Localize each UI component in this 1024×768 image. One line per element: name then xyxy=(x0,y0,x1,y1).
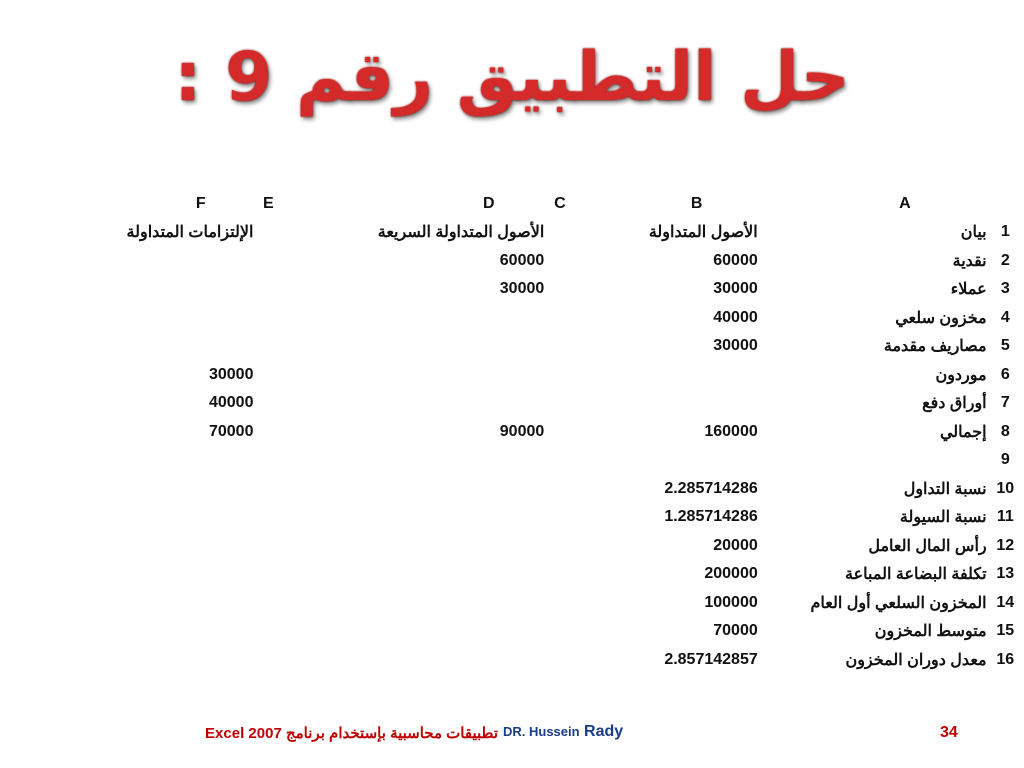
table-row xyxy=(78,617,1024,646)
cell-a: بيان xyxy=(960,224,987,242)
cell-a: المخزون السلعي أول العام xyxy=(810,594,987,612)
row-number: 11 xyxy=(996,508,1014,526)
column-header-e: E xyxy=(262,195,274,212)
cell-d xyxy=(283,332,544,361)
row-number: 10 xyxy=(996,479,1015,497)
cell-c xyxy=(544,304,575,333)
table-row xyxy=(78,560,1024,589)
cell-a: معدل دوران المخزون xyxy=(845,651,987,669)
cell-b: 60000 xyxy=(713,251,758,269)
cell-b: 70000 xyxy=(713,622,758,640)
cell-d xyxy=(283,617,544,646)
page-number: 34 xyxy=(940,724,958,741)
row-number: 7 xyxy=(1000,394,1010,412)
cell-c xyxy=(544,418,575,447)
cell-d: 30000 xyxy=(499,280,545,298)
cell-b xyxy=(575,389,757,418)
cell-c xyxy=(544,247,575,276)
column-header-f: F xyxy=(195,195,206,212)
cell-b: 1.285714286 xyxy=(664,508,758,526)
cell-a: نسبة السيولة xyxy=(899,509,987,527)
cell-f xyxy=(78,475,253,504)
cell-b: الأصول المتداولة xyxy=(648,224,758,242)
row-number: 6 xyxy=(1000,365,1010,383)
row-number: 1 xyxy=(1000,223,1010,241)
table-row xyxy=(78,475,1024,504)
cell-a: موردون xyxy=(935,366,987,384)
cell-c xyxy=(544,218,575,247)
cell-f xyxy=(78,560,253,589)
table-row xyxy=(78,304,1024,333)
cell-e xyxy=(253,532,283,561)
cell-a: عملاء xyxy=(950,281,987,299)
cell-a: إجمالي xyxy=(939,423,987,441)
cell-e xyxy=(253,646,283,675)
cell-e xyxy=(253,389,283,418)
cell-f xyxy=(78,589,253,618)
column-header-c: C xyxy=(554,195,566,212)
cell-a: رأس المال العامل xyxy=(868,537,987,555)
cell-e xyxy=(253,275,283,304)
row-number: 4 xyxy=(1000,308,1010,326)
cell-d xyxy=(283,503,544,532)
table-row xyxy=(78,418,1024,447)
cell-e xyxy=(253,560,283,589)
cell-e xyxy=(253,418,283,447)
cell-f xyxy=(78,446,253,475)
row-number: 8 xyxy=(1000,422,1010,440)
cell-c xyxy=(544,332,575,361)
cell-f xyxy=(78,646,253,675)
cell-b xyxy=(575,446,757,475)
cell-b xyxy=(575,361,757,390)
table-row xyxy=(78,389,1024,418)
row-number: 12 xyxy=(996,536,1015,554)
cell-c xyxy=(544,560,575,589)
row-number-header xyxy=(987,190,1024,218)
cell-c xyxy=(544,532,575,561)
cell-a: مخزون سلعي xyxy=(895,309,987,327)
column-header-a: A xyxy=(899,195,911,212)
cell-e xyxy=(253,304,283,333)
cell-c xyxy=(544,646,575,675)
cell-c xyxy=(544,275,575,304)
cell-f: الإلتزامات المتداولة xyxy=(126,224,254,242)
cell-f xyxy=(78,304,253,333)
table-row xyxy=(78,361,1024,390)
cell-c xyxy=(544,389,575,418)
cell-d xyxy=(283,361,544,390)
cell-b: 160000 xyxy=(704,422,758,440)
cell-e xyxy=(253,247,283,276)
cell-f xyxy=(78,503,253,532)
cell-b: 30000 xyxy=(713,337,758,355)
row-number: 15 xyxy=(996,622,1015,640)
table-row xyxy=(78,247,1024,276)
column-header-d: D xyxy=(482,195,495,212)
column-header-row xyxy=(78,190,1024,218)
cell-f xyxy=(78,617,253,646)
table-row xyxy=(78,589,1024,618)
column-header-b: B xyxy=(690,195,703,212)
cell-e xyxy=(253,503,283,532)
row-number: 13 xyxy=(996,565,1015,583)
cell-c xyxy=(544,446,575,475)
cell-c xyxy=(544,503,575,532)
table-row xyxy=(78,503,1024,532)
cell-c xyxy=(544,589,575,618)
cell-d: الأصول المتداولة السريعة xyxy=(377,224,545,242)
cell-e xyxy=(253,589,283,618)
cell-d xyxy=(283,532,544,561)
slide-title: حل التطبيق رقم 9 : xyxy=(174,38,850,117)
course-title: تطبيقات محاسبية بإستخدام برنامج Excel 2007 xyxy=(205,725,498,742)
table-row xyxy=(78,646,1024,675)
slide-footer xyxy=(0,722,1024,748)
cell-b: 2.285714286 xyxy=(664,479,758,497)
row-number: 9 xyxy=(1000,451,1010,469)
author-surname: Rady xyxy=(584,723,624,740)
cell-a: متوسط المخزون xyxy=(874,623,987,641)
cell-d: 90000 xyxy=(499,422,545,440)
cell-f: 70000 xyxy=(208,422,254,440)
cell-b: 2.857142857 xyxy=(664,650,758,668)
cell-e xyxy=(253,617,283,646)
cell-f: 40000 xyxy=(208,394,254,412)
cell-d xyxy=(283,446,544,475)
row-number: 14 xyxy=(996,593,1015,611)
cell-d xyxy=(283,304,544,333)
cell-c xyxy=(544,475,575,504)
row-number: 2 xyxy=(1000,251,1010,269)
cell-a: نقدية xyxy=(952,252,987,270)
table-row xyxy=(78,332,1024,361)
cell-b: 30000 xyxy=(713,280,758,298)
cell-b: 40000 xyxy=(713,308,758,326)
author-name xyxy=(503,723,623,741)
table-row xyxy=(78,532,1024,561)
row-number: 5 xyxy=(1000,337,1010,355)
row-number: 16 xyxy=(996,650,1015,668)
cell-a: أوراق دفع xyxy=(922,395,987,413)
table-row xyxy=(78,275,1024,304)
cell-e xyxy=(253,361,283,390)
cell-c xyxy=(544,617,575,646)
cell-e xyxy=(253,218,283,247)
cell-f: 30000 xyxy=(208,365,254,383)
cell-b: 200000 xyxy=(704,565,758,583)
cell-f xyxy=(78,332,253,361)
table-row xyxy=(78,446,1024,475)
cell-a: مصاريف مقدمة xyxy=(883,338,987,356)
cell-a xyxy=(763,446,986,475)
cell-b: 100000 xyxy=(704,593,758,611)
cell-f xyxy=(78,532,253,561)
cell-c xyxy=(544,361,575,390)
cell-e xyxy=(253,446,283,475)
author-prefix: DR. Hussein xyxy=(503,724,580,739)
cell-a: تكلفة البضاعة المباعة xyxy=(845,566,987,584)
cell-e xyxy=(253,475,283,504)
cell-d xyxy=(283,646,544,675)
cell-d xyxy=(283,389,544,418)
spreadsheet-table xyxy=(78,190,1024,674)
cell-d xyxy=(283,475,544,504)
table-row xyxy=(78,218,1024,247)
cell-e xyxy=(253,332,283,361)
cell-d xyxy=(283,560,544,589)
cell-f xyxy=(78,247,253,276)
row-number: 3 xyxy=(1000,280,1010,298)
cell-f xyxy=(78,275,253,304)
cell-d: 60000 xyxy=(499,251,545,269)
cell-d xyxy=(283,589,544,618)
cell-b: 20000 xyxy=(713,536,758,554)
cell-a: نسبة التداول xyxy=(903,480,987,498)
